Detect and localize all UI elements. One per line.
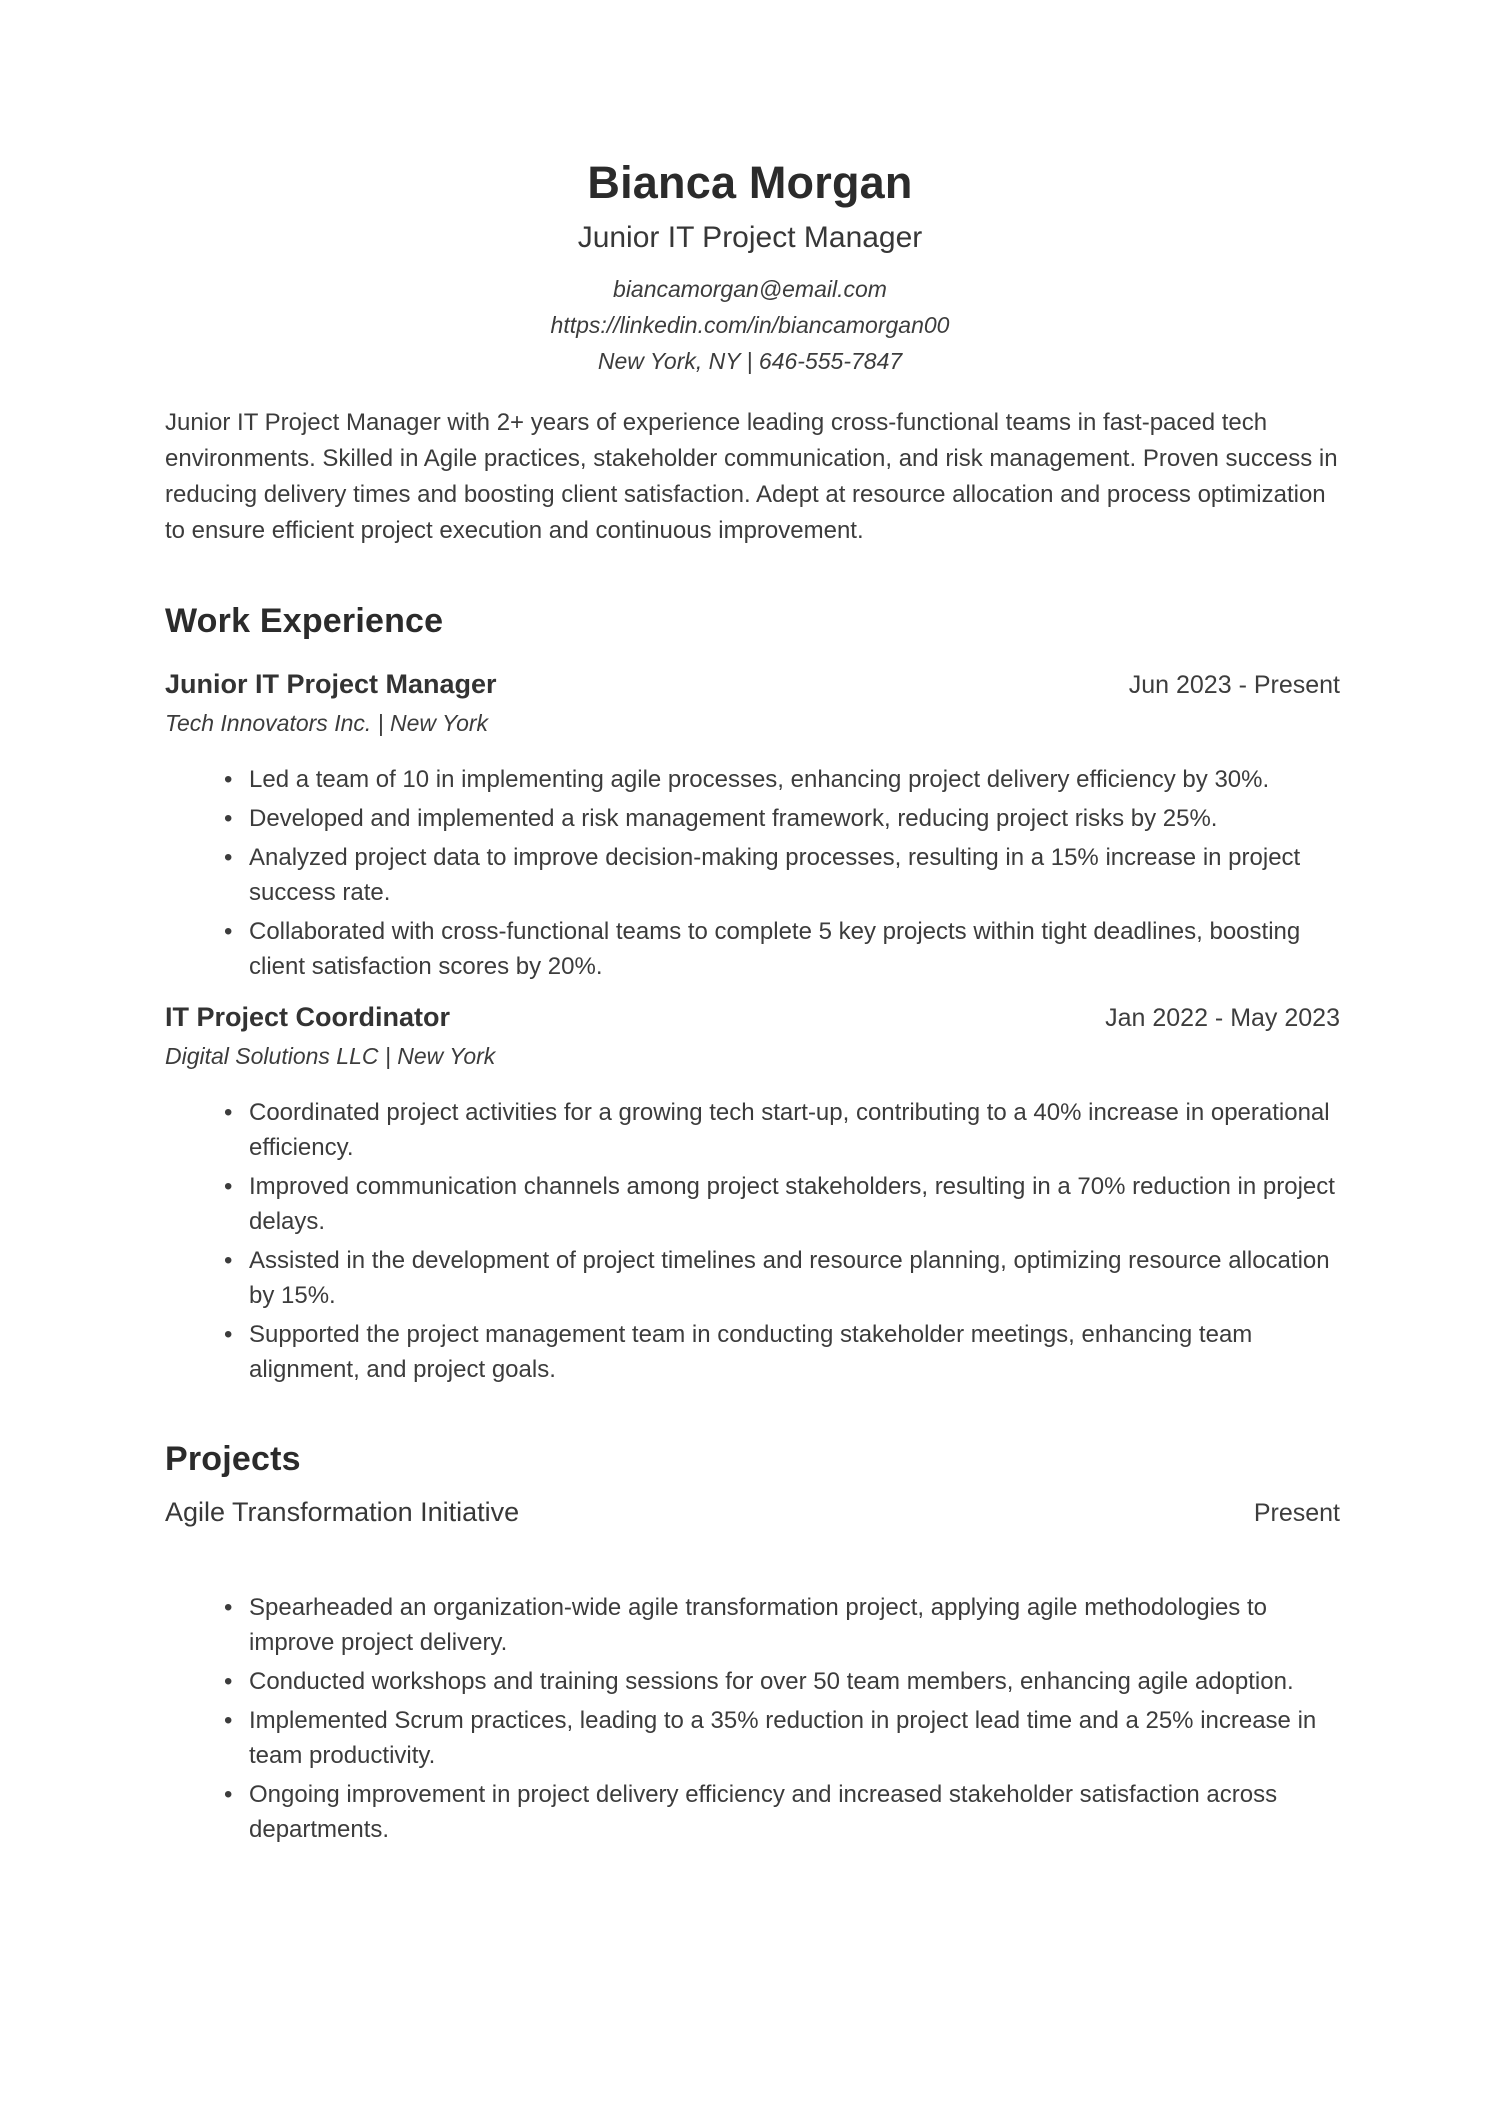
project-bullet-list: [165, 1590, 1340, 1847]
candidate-title: Junior IT Project Manager: [577, 221, 923, 254]
project-entry: [165, 1495, 1340, 1847]
job-title: Junior IT Project Manager: [165, 669, 497, 699]
bullet-item: • Spearheaded an organization-wide agile transformation project, applying agile methodologies to improve project delivery.: [222, 1590, 1340, 1660]
bullet-item: • Assisted in the development of project timelines and resource planning, optimizing resource allocation by 15%.: [222, 1243, 1340, 1313]
summary-text: Junior IT Project Manager with 2+ years of experience leading cross-functional teams in fast-paced tech environments. Skilled in Agile practices, stakeholder communication, and risk management. Proven success in reducing delivery times and boosting client satisfaction. Adept at resource allocation and process optimization to ensure efficient project execution and continuous improvement.: [165, 409, 1338, 544]
bullet-item: • Implemented Scrum practices, leading to a 35% reduction in project lead time and a 25% increase in team productivity.: [222, 1703, 1340, 1773]
bullet-item: • Improved communication channels among project stakeholders, resulting in a 70% reduction in project delays.: [222, 1169, 1340, 1239]
bullet-item: • Ongoing improvement in project delivery efficiency and increased stakeholder satisfaction across departments.: [222, 1777, 1340, 1847]
contact-email: biancamorgan@email.com: [613, 276, 887, 302]
bullet-item: • Coordinated project activities for a growing tech start-up, contributing to a 40% increase in operational efficiency.: [222, 1095, 1340, 1165]
bullet-item: • Conducted workshops and training sessions for over 50 team members, enhancing agile adoption.: [222, 1664, 1340, 1699]
job-entry: [165, 1000, 1340, 1387]
job-title: IT Project Coordinator: [165, 1002, 451, 1032]
bullet-item: • Collaborated with cross-functional teams to complete 5 key projects within tight deadlines, boosting client satisfaction scores by 20%.: [222, 914, 1340, 984]
project-dates: Present: [1253, 1499, 1340, 1527]
job-header: [165, 667, 1340, 702]
candidate-name: Bianca Morgan: [587, 157, 913, 208]
project-header: [165, 1495, 1340, 1530]
bullet-item: • Supported the project management team in conducting stakeholder meetings, enhancing team alignment, and project goals.: [222, 1317, 1340, 1387]
job-header: [165, 1000, 1340, 1035]
job-bullet-list: [165, 1095, 1340, 1387]
section-heading-projects: Projects: [165, 1440, 301, 1478]
job-dates: Jun 2023 - Present: [1128, 671, 1340, 699]
resume-body: [165, 405, 1340, 1847]
resume-header: [0, 0, 1500, 379]
job-dates: Jan 2022 - May 2023: [1105, 1004, 1340, 1032]
contact-block: [0, 271, 1500, 379]
contact-linkedin: https://linkedin.com/in/biancamorgan00: [550, 312, 950, 338]
job-bullet-list: [165, 762, 1340, 984]
job-entry: [165, 667, 1340, 984]
job-company: Tech Innovators Inc. | New York: [165, 710, 489, 736]
contact-location-phone: New York, NY | 646-555-7847: [597, 348, 903, 374]
project-title: Agile Transformation Initiative: [165, 1497, 520, 1527]
bullet-item: • Analyzed project data to improve decision-making processes, resulting in a 15% increase in project success rate.: [222, 840, 1340, 910]
bullet-item: • Led a team of 10 in implementing agile processes, enhancing project delivery efficiency by 30%.: [222, 762, 1340, 797]
job-company: Digital Solutions LLC | New York: [165, 1043, 496, 1069]
section-heading-work-experience: Work Experience: [165, 602, 444, 640]
bullet-item: • Developed and implemented a risk management framework, reducing project risks by 25%.: [222, 801, 1340, 836]
